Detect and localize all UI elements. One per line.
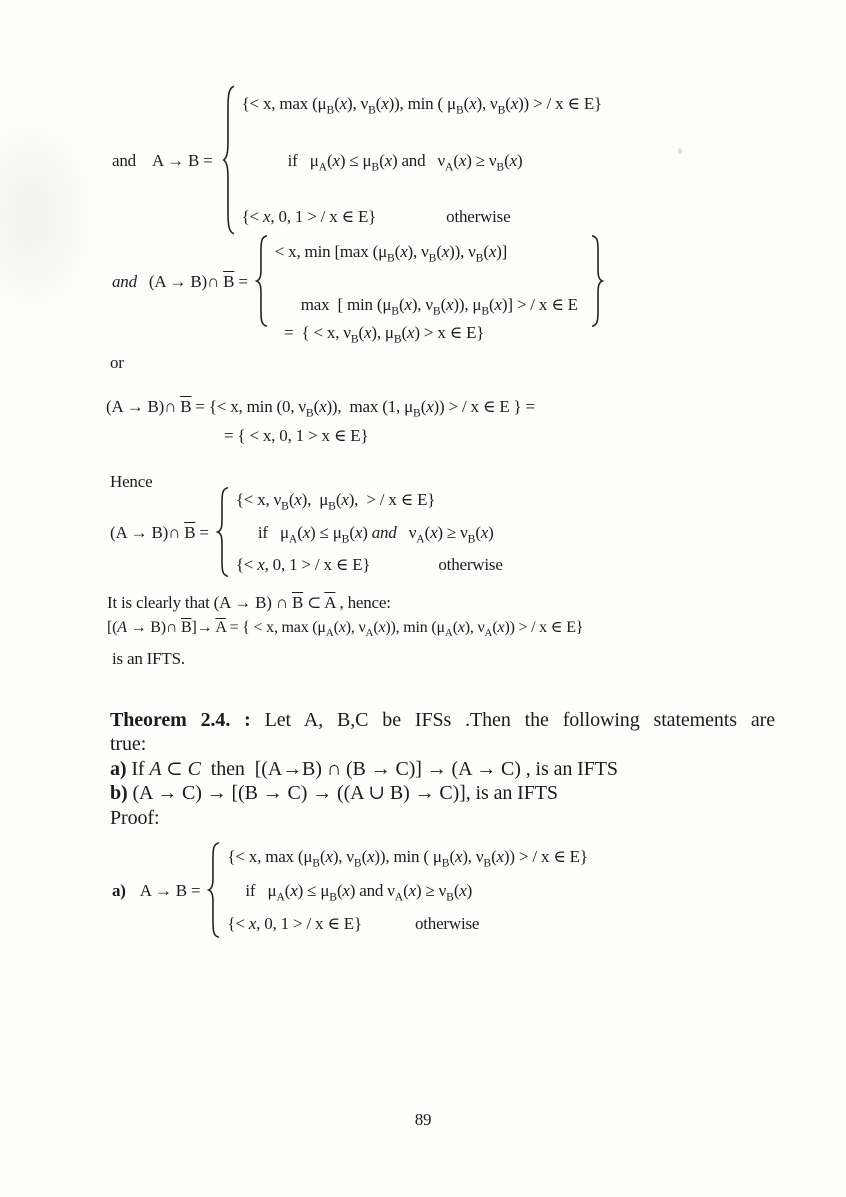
hence-label: Hence <box>110 472 153 491</box>
theorem-2-4 <box>110 708 775 830</box>
eq1-cases <box>242 92 602 228</box>
eq5-case-true: {< x, $\max (\mu_B(x)$, $\nu_B(x)$), min ( $\mu_B(x)$, $\nu_B(x)$) > / x ∈ E} <box>227 847 588 870</box>
eq5-lhs: A → B = <box>139 880 201 900</box>
left-brace-icon <box>221 85 236 235</box>
eq1-case-otherwise-value: {< x, 0, 1 > / x ∈ E} <box>241 206 377 226</box>
eq5-condition: if $\mu_A(x) \le \mu_B(x)$ and $\nu_A(x) \ge \nu_B(x)$ <box>245 880 473 903</box>
eq1-condition: if $\mu_A(x) \le \mu_B(x)$ and $\nu_A(x) \ge \nu_B(x)$ <box>287 150 523 173</box>
eq1-otherwise-label: otherwise <box>446 206 511 226</box>
eq5-case-otherwise-value: {< x, 0, 1 > / x ∈ E} <box>227 913 362 933</box>
eq1-prefix: and <box>112 150 136 170</box>
eq5-otherwise-label: otherwise <box>414 913 480 933</box>
proof-label: Proof: <box>110 806 160 829</box>
eq2-lhs: (A → B)∩ $\overline{B}$ = <box>148 271 248 291</box>
equation-block-2 <box>112 235 611 327</box>
theorem-line-true: true: <box>110 733 147 756</box>
eq4-condition: if $\mu_A(x) \le \mu_B(x)$ and $\nu_A(x) \ge \nu_B(x)$ <box>257 522 494 545</box>
scan-smudge-artifact <box>0 118 96 313</box>
eq4-case-otherwise-value: {< x, 0, 1 > / x ∈ E} <box>235 554 371 574</box>
eq5-cases <box>227 845 587 935</box>
eq5-item-label: a) <box>112 880 126 900</box>
eq4-case-otherwise-row <box>236 553 503 576</box>
eq4-otherwise-label: otherwise <box>438 554 503 574</box>
page-number: 89 <box>414 1110 432 1129</box>
eq3-line-1: (A → B)∩ $\overline{B}$ = {< x, min (0, $\nu_B(x)$), max (1, $\mu_B(x)$) > / x ∈ E } = <box>106 397 535 420</box>
conclusion-line-3: is an IFTS. <box>112 649 185 669</box>
eq2-line-2: max [ $\min (\mu_B(x)$, $\nu_B(x)$), $\mu_B(x)$] > / x ∈ E <box>300 294 578 317</box>
theorem-statement-a: a) If A ⊂ C then [(A→B) ∩ (B → C)] → (A → C) , is an IFTS <box>110 757 618 780</box>
conclusion-paragraph <box>107 590 583 671</box>
left-brace-icon <box>206 842 221 938</box>
eq1-case-otherwise-row <box>242 205 602 228</box>
eq4-cases <box>236 488 503 576</box>
equation-block-4 <box>110 487 503 577</box>
eq1-lhs: A → B = <box>151 150 213 170</box>
or-connective: or <box>110 353 124 372</box>
eq5-case-otherwise-row <box>227 912 587 935</box>
eq1-case-true: {< x, $\max (\mu_B(x)$, $\nu_B(x)$), min ( $\mu_B(x)$, $\nu_B(x)$) > / x ∈ E} <box>241 94 603 117</box>
eq2-result: = { < x, $\nu_B(x)$, $\mu_B(x) > x$ ∈ E} <box>284 323 485 346</box>
proof-equation-a <box>112 842 588 938</box>
eq2-lines <box>275 240 578 322</box>
eq2-line-1: < x, min [max ($\mu_B(x)$, $\nu_B(x)$), $\nu_B(x)$] <box>274 242 508 265</box>
eq2-prefix: and <box>112 271 137 291</box>
eq4-lhs: (A → B)∩ $\overline{B}$ = <box>110 522 209 542</box>
left-brace-icon <box>215 487 230 577</box>
eq3-line-2: = { < x, 0, 1 > x ∈ E} <box>224 426 369 445</box>
right-brace-icon <box>590 235 605 327</box>
equation-block-1 <box>112 85 602 235</box>
eq4-case-true: {< x, $\nu_B(x)$, $\mu_B(x)$, > / x ∈ E} <box>235 490 436 513</box>
left-brace-icon <box>254 235 269 327</box>
theorem-statement-b: b) (A → C) → [(B → C) → ((A ∪ B) → C)], is an IFTS <box>110 782 558 805</box>
scan-dot-artifact <box>678 148 682 154</box>
theorem-title-line: Theorem 2.4. : Let A, B,C be IFSs .Then the following statements are <box>110 709 775 731</box>
conclusion-line-1: It is clearly that (A → B) ∩ $\overline{B}$ ⊂ $\overline{A}$ , hence: <box>107 593 391 612</box>
conclusion-line-2: [(A → B)∩ $\overline{B}]\to \overline{A}$ = { < x, $\max (\mu_A(x)$, $\nu_A(x)$), $\min (\mu_A(x)$, $\nu_A(x)$) > / x ∈ E} <box>107 619 584 640</box>
